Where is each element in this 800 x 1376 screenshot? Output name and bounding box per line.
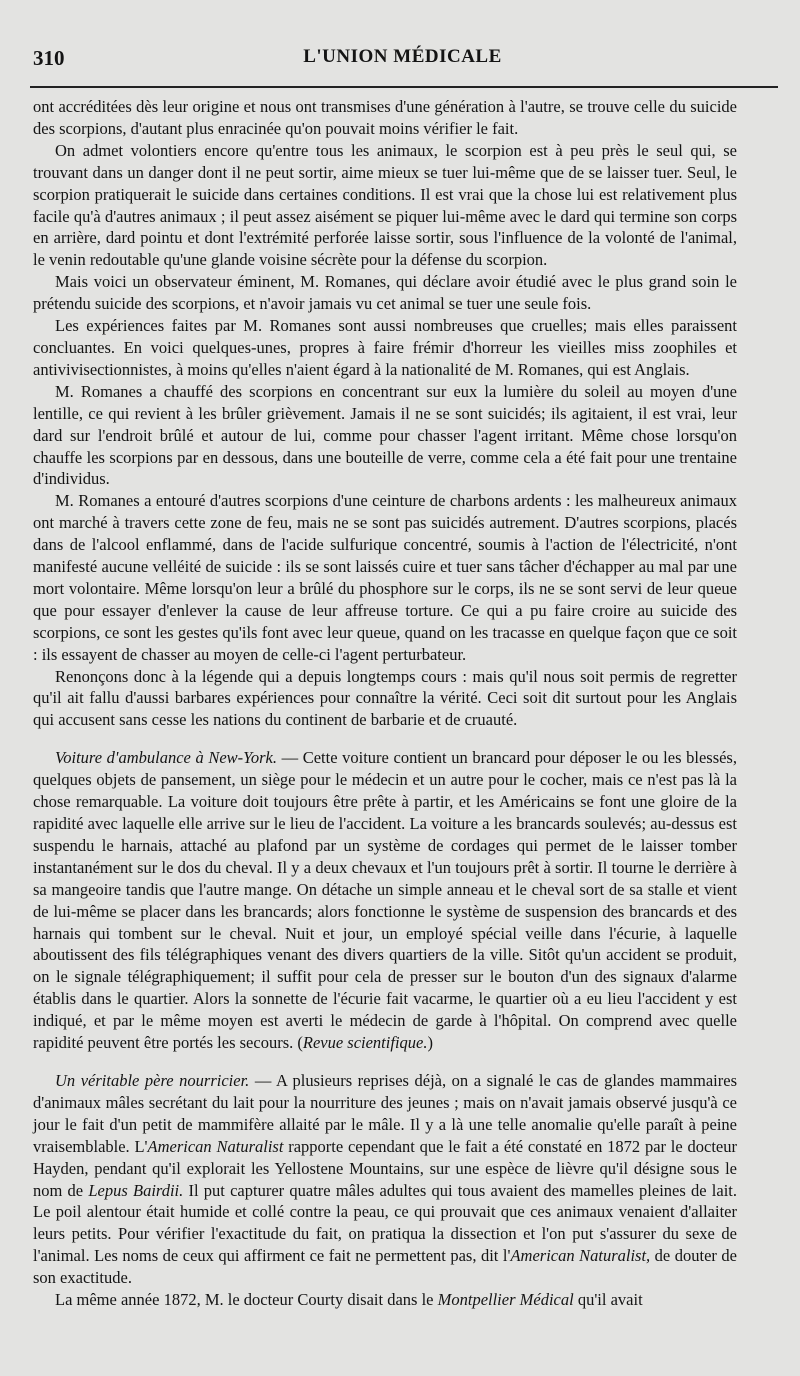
- paragraph-conclusion: Renonçons donc à la légende qui a depuis longtemps cours : mais qu'il nous soit permis de regretter qu'il ait fallu d'aussi barbares expériences pour connaître la vérité. Ceci soit dit surtout pour les Anglais qui accusent sans cesse les nations du continent de barbarie et de cruauté.: [33, 666, 737, 730]
- journal-name: American Naturalist,: [510, 1246, 651, 1266]
- paragraph-courty: [33, 1289, 737, 1311]
- species-name: Lepus Bairdii.: [88, 1180, 184, 1200]
- journal-name: Montpellier Médical: [437, 1290, 574, 1310]
- paragraph-fire-experiment: M. Romanes a entouré d'autres scorpions d'une ceinture de charbons ardents : les malheureux animaux ont marché à travers cette zone de feu, mais ne se sont pas suicidés autrement. D'autres scorpions, placés dans de l'alcool enflammé, dans de l'acide sulfurique concentré, soumis à l'action de l'électricité, n'ont manifesté aucune velléité de suicide : ils se sont laissés cuire et tuer sans tâcher d'échapper au mal par une mort volontaire. Même lorsqu'on leur a brûlé du phosphore sur le corps, ils ne se sont servi de leur queue que pour essayer d'enlever la cause de leur affreuse torture. Ce qui a pu faire croire au suicide des scorpions, ce sont les gestes qu'ils font avec leur queue, quand on les tracasse en quelque façon que ce soit : ils essayent de chasser au moyen de celle-ci l'agent perturbateur.: [33, 491, 737, 664]
- ambulance-source: Revue scientifique.: [302, 1033, 428, 1053]
- paragraph-father: [33, 1070, 737, 1289]
- paragraph-sunlight-experiment: M. Romanes a chauffé des scorpions en concentrant sur eux la lumière du soleil au moyen d'une lentille, ce qui revient à les brûler grièvement. Jamais il ne se sont suicidés; ils agitaient, il est vrai, leur dard sur l'endroit brûlé et autour de lui, comme pour chasser l'agent irritant. Même chose lorsqu'on chauffe les scorpions par en dessous, dans une bouteille de verre, comme cela a été fait pour une trentaine d'individus.: [33, 381, 737, 489]
- father-text-1: — A plusieurs reprises déjà, on a signalé le cas de glandes mammaires d'animaux mâles secrétant du lait pour la nourriture des jeunes ; mais on n'avait jamais observé jusqu'à ce jour le fait d'un petit de mammifère allaité par le mâle. Il y a là une telle anomalie qu'elle paraît à peine vraisemblable. L': [33, 1070, 737, 1156]
- paragraph-scorpion-intro: ont accréditées dès leur origine et nous ont transmises d'une génération à l'autre, se trouve celle du suicide des scorpions, d'autant plus enracinée qu'on pouvait moins vérifier le fait.: [33, 97, 737, 138]
- ambulance-text: — Cette voiture contient un brancard pour déposer le ou les blessés, quelques objets de pansement, un siège pour le médecin et un autre pour le cocher, mais ce n'est pas là la chose remarquable. La voiture doit toujours être prête à partir, et les Américains se font une gloire de la rapidité avec laquelle elle arrive sur le lieu de l'accident. La voiture a les brancards soulevés; au-dessus est suspendu le harnais, attaché au plafond par un système de cordages qui permet de le laisser tomber instantanément sur le dos du cheval. Il y a deux chevaux et l'un toujours prêt à sortir. Il tourne le derrière à sa mangeoire tandis que l'autre mange. On détache un simple anneau et le cheval sort de sa stalle et vient de lui-même se placer dans les brancards; alors fonctionne le système de suspension des brancards et des harnais qui tombent sur le cheval. Nuit et jour, un employé spécial veille dans l'écurie, à laquelle aboutissent des fils télégraphiques venant des divers quartiers de la ville. Sitôt qu'un accident se produit, on le signale télégraphiquement; il suffit pour cela de presser sur le bouton d'un des signaux d'alarme établis dans le quartier. Alors la sonnette de l'écurie fait vacarme, le quartier où a eu lieu l'accident y est indiqué, et par le même moyen est averti le médecin de garde à l'hôpital. On comprend avec quelle rapidité peuvent être portés les secours. (: [33, 748, 737, 1053]
- section-gap: [33, 1054, 737, 1070]
- father-text-2: rapporte cependant que le fait a été constaté en 1872 par le docteur Hayden, pendant qu'il explorait les Yellostene Mountains, sur une espèce de lièvre qu'il désigne sous le nom de: [33, 1136, 737, 1200]
- father-text-3: Il put capturer quatre mâles adultes qui tous avaient des mamelles pleines de lait. Le poil alentour était humide et collé contre la peau, ce qui prouvait que ces animaux venaient d'allaiter leurs petits. Pour vérifier l'exactitude du fait, on pratiqua la dissection et l'on put s'assurer du sexe de l'animal. Les noms de ceux qui affirment ce fait ne permettent pas, dit l': [33, 1180, 738, 1266]
- header-rule: [30, 86, 778, 88]
- paragraph-ambulance: [33, 747, 737, 1054]
- journal-name: American Naturalist: [147, 1136, 284, 1156]
- article-body: [33, 96, 737, 1311]
- father-heading: Un véritable père nourricier.: [55, 1070, 250, 1090]
- running-title: L'UNION MÉDICALE: [303, 46, 502, 67]
- page-number: 310: [33, 46, 65, 70]
- paragraph-scorpion-belief: On admet volontiers encore qu'entre tous les animaux, le scorpion est à peu près le seul qui, se trouvant dans un danger dont il ne peut sortir, aime mieux se tuer lui-même que de se laisser tuer. Seul, le scorpion pratiquerait le suicide dans certaines conditions. Il est vrai que la chose lui est relativement plus facile qu'à d'autres animaux ; il peut assez aisément se piquer lui-même avec le dard qui termine son corps en arrière, dard pointu et dont l'extrémité perforée laisse sortir, sous l'influence de la volonté de l'animal, le venin redoutable qu'une glande voisine sécrète pour la défense du scorpion.: [33, 140, 737, 270]
- section-gap: [33, 731, 737, 747]
- page-header: [30, 44, 775, 74]
- paragraph-romanes-claim: Mais voici un observateur éminent, M. Romanes, qui déclare avoir étudié avec le plus grand soin le prétendu suicide des scorpions, et n'avoir jamais vu cet animal se tuer une seule fois.: [33, 272, 737, 314]
- paragraph-experiments: Les expériences faites par M. Romanes sont aussi nombreuses que cruelles; mais elles paraissent concluantes. En voici quelques-unes, propres à faire frémir d'horreur les vieilles miss zoophiles et antivivisectionnistes, à moins qu'elles n'aient égard à la nationalité de M. Romanes, qui est Anglais.: [33, 316, 737, 379]
- courty-text: La même année 1872, M. le docteur Courty disait dans le: [55, 1290, 438, 1310]
- ambulance-close: ): [427, 1033, 433, 1053]
- father-text-4: de douter de son exactitude.: [33, 1246, 737, 1288]
- courty-tail: qu'il avait: [573, 1290, 643, 1310]
- ambulance-heading: Voiture d'ambulance à New-York.: [55, 748, 277, 768]
